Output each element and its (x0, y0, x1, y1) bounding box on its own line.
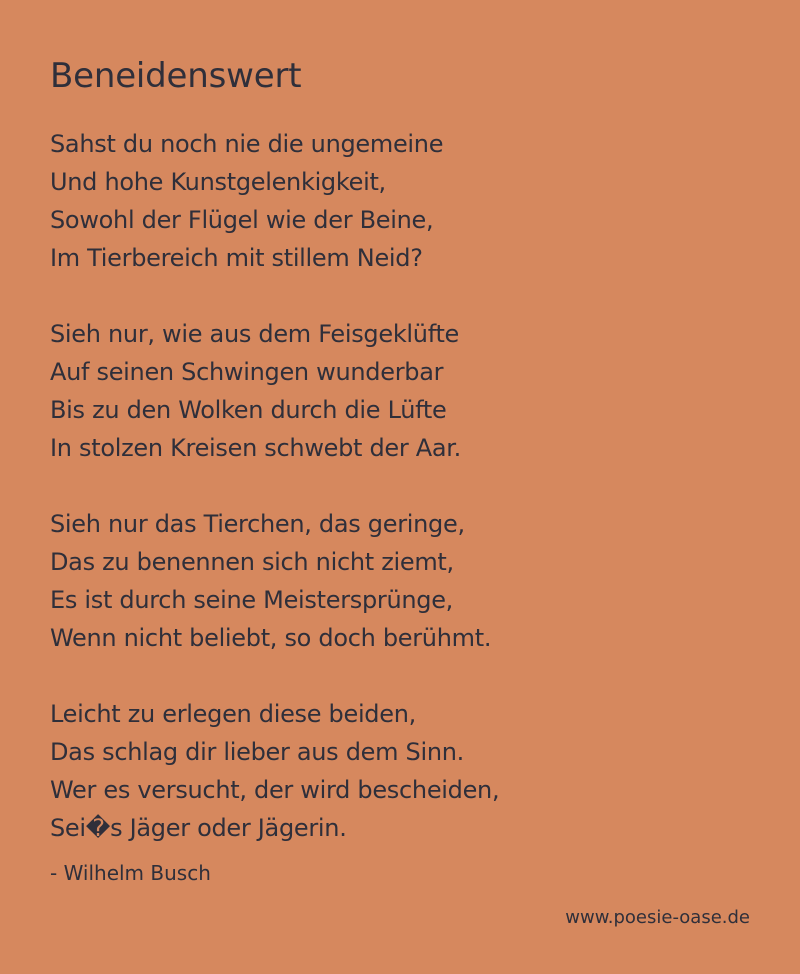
poem-line: Wenn nicht beliebt, so doch berühmt. (50, 624, 492, 652)
poem-line: Sahst du noch nie die ungemeine (50, 130, 444, 158)
stanza-4 (50, 695, 499, 847)
poem-author: - Wilhelm Busch (50, 861, 211, 885)
poem-line: Sieh nur, wie aus dem Feisgeklüfte (50, 320, 460, 348)
poem-line: Sei�s Jäger oder Jägerin. (50, 814, 347, 842)
poem-line: Leicht zu erlegen diese beiden, (50, 700, 416, 728)
poem-line: In stolzen Kreisen schwebt der Aar. (50, 434, 462, 462)
website-url: www.poesie-oase.de (565, 907, 750, 928)
poem-line: Sowohl der Flügel wie der Beine, (50, 206, 434, 234)
poem-line: Wer es versucht, der wird bescheiden, (50, 776, 500, 804)
poem-line: Das zu benennen sich nicht ziemt, (50, 548, 454, 576)
stanza-2 (50, 315, 461, 467)
stanza-1 (50, 125, 443, 277)
poem-line: Und hohe Kunstgelenkigkeit, (50, 168, 386, 196)
poem-line: Bis zu den Wolken durch die Lüfte (50, 396, 447, 424)
poem-line: Das schlag dir lieber aus dem Sinn. (50, 738, 464, 766)
poem-line: Auf seinen Schwingen wunderbar (50, 358, 444, 386)
stanza-3 (50, 505, 491, 657)
poem-title: Beneidenswert (50, 56, 302, 96)
poem-line: Sieh nur das Tierchen, das geringe, (50, 510, 465, 538)
poem-line: Es ist durch seine Meistersprünge, (50, 586, 454, 614)
poem-line: Im Tierbereich mit stillem Neid? (50, 244, 423, 272)
